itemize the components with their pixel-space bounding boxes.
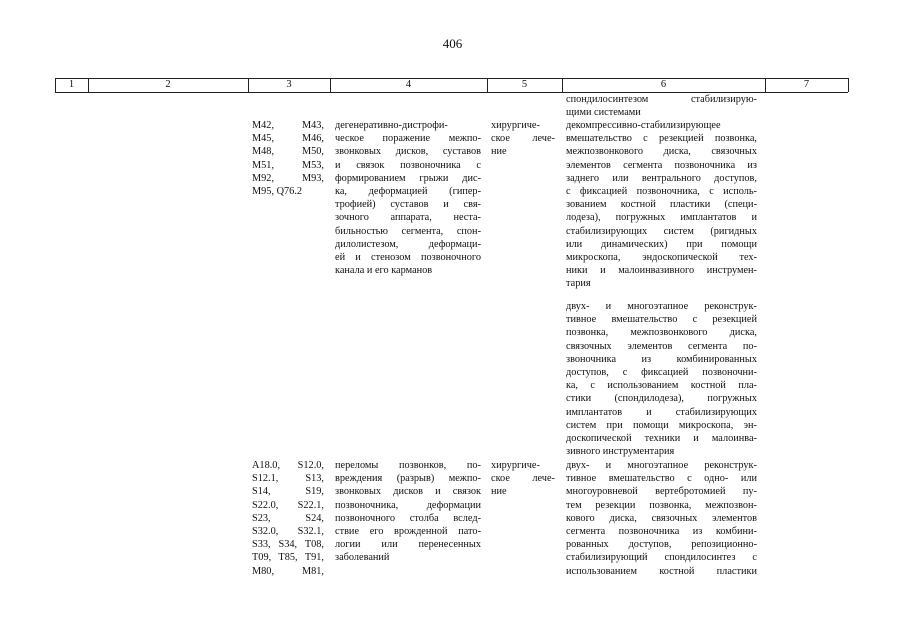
column-header: 6	[660, 79, 667, 90]
text-line: тивное вмешательство с одно- или	[566, 473, 757, 485]
text-line: щими системами	[566, 107, 641, 119]
text-line: стабилизирующих систем (ригидных	[566, 225, 757, 237]
text-line: двух- и многоэтапное реконструк-	[566, 460, 757, 471]
text-line: тария	[566, 278, 591, 290]
text-line: доскопической техники и малоинва-	[566, 432, 757, 444]
text-line: сегмента позвоночника из комбини-	[566, 525, 757, 537]
text-line: стики (спондилодеза), погружных	[566, 393, 757, 405]
text-line: позвоночного столба вслед-	[335, 512, 481, 524]
text-line: связочных элементов сегмента по-	[566, 340, 757, 352]
text-line: S12.1, S13,	[252, 473, 324, 485]
treatment-method-cell	[566, 300, 757, 458]
column-header: 4	[405, 79, 412, 90]
text-line: декомпрессивно-стабилизирующее	[566, 120, 721, 131]
column-header: 5	[521, 79, 528, 90]
text-line: логии или перенесенных	[335, 539, 481, 551]
text-line: трофией) суставов и свя-	[335, 199, 481, 211]
text-line: рованных доступов, репозиционно-	[566, 539, 757, 551]
text-line: S23, S24,	[252, 512, 324, 524]
text-line: ствие его врожденной пато-	[335, 525, 481, 537]
treatment-method-cell	[566, 119, 757, 290]
text-line: лодеза), погружных имплантатов и	[566, 212, 757, 224]
text-line: M42, M43,	[252, 120, 324, 131]
text-line: ка, деформацией (гипер-	[335, 185, 481, 197]
text-line: M51, M53,	[252, 159, 324, 171]
text-line: M48, M50,	[252, 146, 324, 158]
treatment-type-cell	[491, 459, 555, 499]
text-line: двух- и многоэтапное реконструк-	[566, 301, 757, 312]
text-line: звонковых дисков и связок	[335, 486, 481, 498]
text-line: кового диска, связочных элементов	[566, 512, 757, 524]
text-line: зивного инструментария	[566, 446, 675, 458]
text-line: переломы позвонков, по-	[335, 460, 481, 471]
text-line: бильностью сегмента, спон-	[335, 225, 481, 237]
text-line: ей и стенозом позвоночного	[335, 251, 481, 263]
text-line: использованием костной пластики	[566, 565, 757, 577]
text-line: ское лече-	[491, 133, 555, 145]
icd-codes-cell	[252, 459, 324, 578]
text-line: позвонка, межпозвонкового диска,	[566, 327, 757, 339]
table-border-right	[848, 78, 849, 92]
text-line: доступов, с фиксацией позвоночни-	[566, 366, 757, 378]
text-line: межпозвонкового диска, связочных	[566, 146, 757, 158]
text-line: имплантатов и стабилизирующих	[566, 406, 757, 418]
text-line: M92, M93,	[252, 172, 324, 184]
text-line: зованием костной пластики (специ-	[566, 199, 757, 211]
text-line: ское лече-	[491, 473, 555, 485]
text-line: дилолистезом, деформаци-	[335, 238, 481, 250]
text-line: заболеваний	[335, 552, 390, 564]
text-line: тем резекции позвонка, межпозвон-	[566, 499, 757, 511]
text-line: S33, S34, T08,	[252, 539, 324, 551]
text-line: M80, M81,	[252, 565, 324, 577]
text-line: или динамических) при помощи	[566, 238, 757, 250]
text-line: M45, M46,	[252, 133, 324, 145]
text-line: канала и его карманов	[335, 265, 433, 277]
text-line: систем при помощи микроскопа, эн-	[566, 419, 757, 431]
text-line: вмешательство с резекцией позвонка,	[566, 133, 757, 145]
text-line: ние	[491, 486, 507, 498]
text-line: позвоночника, деформации	[335, 499, 481, 511]
text-line: S32.0, S32.1,	[252, 525, 324, 537]
text-line: M95, Q76.2	[252, 185, 303, 197]
method-continuation-text	[566, 93, 757, 119]
treatment-type-cell	[491, 119, 555, 159]
text-line: звоночника из комбинированных	[566, 353, 757, 365]
column-header: 2	[165, 79, 171, 90]
text-line: и связок позвоночника с	[335, 159, 481, 171]
text-line: ние	[491, 146, 507, 158]
text-line: элементов сегмента позвоночника из	[566, 159, 757, 171]
text-line: ники и малоинвазивного инструмен-	[566, 265, 757, 277]
text-line: ка, с использованием костной пла-	[566, 380, 757, 392]
diagnosis-description-cell	[335, 119, 481, 277]
text-line: A18.0, S12.0,	[252, 460, 324, 471]
text-line: с фиксацией позвоночника, с исполь-	[566, 185, 757, 197]
text-line: стабилизирующий спондилосинтез с	[566, 552, 757, 564]
icd-codes-cell	[252, 119, 324, 198]
table-header-row	[55, 78, 848, 92]
page-number: 406	[442, 36, 463, 51]
text-line: тивное вмешательство с резекцией	[566, 314, 757, 326]
text-line: ческое поражение межпо-	[335, 133, 481, 145]
text-line: многоуровневой вертебротомией пу-	[566, 486, 757, 498]
text-line: S14, S19,	[252, 486, 324, 498]
column-header: 3	[286, 79, 292, 90]
treatment-method-cell	[566, 459, 757, 578]
text-line: дегенеративно-дистрофи-	[335, 120, 448, 131]
text-line: хирургиче-	[491, 120, 540, 131]
text-line: вреждения (разрыв) межпо-	[335, 473, 481, 485]
text-line: S22.0, S22.1,	[252, 499, 324, 511]
text-line: хирургиче-	[491, 460, 540, 471]
text-line: звонковых дисков, суставов	[335, 146, 481, 158]
text-line: T09, T85, T91,	[252, 552, 324, 564]
column-header: 7	[803, 79, 810, 90]
text-line: спондилосинтезом стабилизирую-	[566, 94, 757, 105]
text-line: формированием грыжи дис-	[335, 172, 481, 184]
column-header: 1	[68, 79, 75, 90]
text-line: микроскопа, эндоскопической тех-	[566, 251, 757, 263]
text-line: заднего или вентрального доступов,	[566, 172, 757, 184]
diagnosis-description-cell	[335, 459, 481, 565]
text-line: зочного аппарата, неста-	[335, 212, 481, 224]
